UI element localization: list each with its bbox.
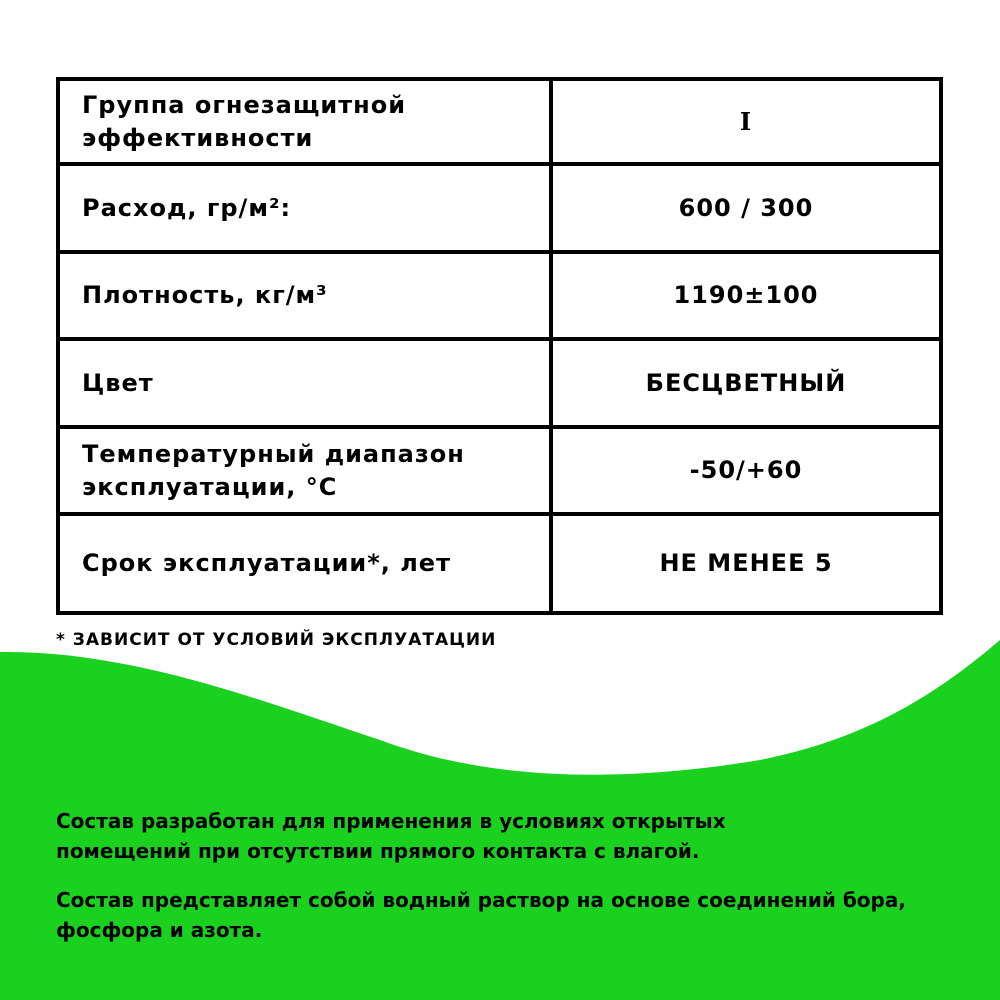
- consumption-label: Расход, гр/м²:: [58, 164, 551, 252]
- consumption-value: 600 / 300: [551, 164, 941, 252]
- description-paragraph-1: Состав разработан для применения в условиях открытых помещений при отсутствии прямого контакта с влагой.: [56, 809, 726, 863]
- temperature-range-value: -50/+60: [551, 427, 941, 514]
- footnote: * ЗАВИСИТ ОТ УСЛОВИЙ ЭКСПЛУАТАЦИИ: [56, 630, 497, 650]
- table-row-density: [58, 252, 941, 339]
- description-paragraph-2: Состав представляет собой водный раствор на основе соединений бора, фосфора и азота.: [56, 888, 906, 942]
- service-life-value: НЕ МЕНЕЕ 5: [551, 514, 941, 613]
- density-value: 1190±100: [551, 252, 941, 339]
- specifications-table: [56, 77, 943, 615]
- table-row-consumption: [58, 164, 941, 252]
- service-life-label: Срок эксплуатации*, лет: [58, 514, 551, 613]
- fire-protection-group-label: Группа огнезащитной эффективности: [58, 79, 551, 164]
- table-row-service-life: [58, 514, 941, 613]
- table-row-temperature: [58, 427, 941, 514]
- table-row-color: [58, 339, 941, 427]
- temperature-range-label: Температурный диапазон эксплуатации, °C: [58, 427, 551, 514]
- color-value: БЕСЦВЕТНЫЙ: [551, 339, 941, 427]
- fire-protection-group-value: I: [551, 79, 941, 164]
- table-row-fire-group: [58, 79, 941, 164]
- density-label: Плотность, кг/м³: [58, 252, 551, 339]
- color-label: Цвет: [58, 339, 551, 427]
